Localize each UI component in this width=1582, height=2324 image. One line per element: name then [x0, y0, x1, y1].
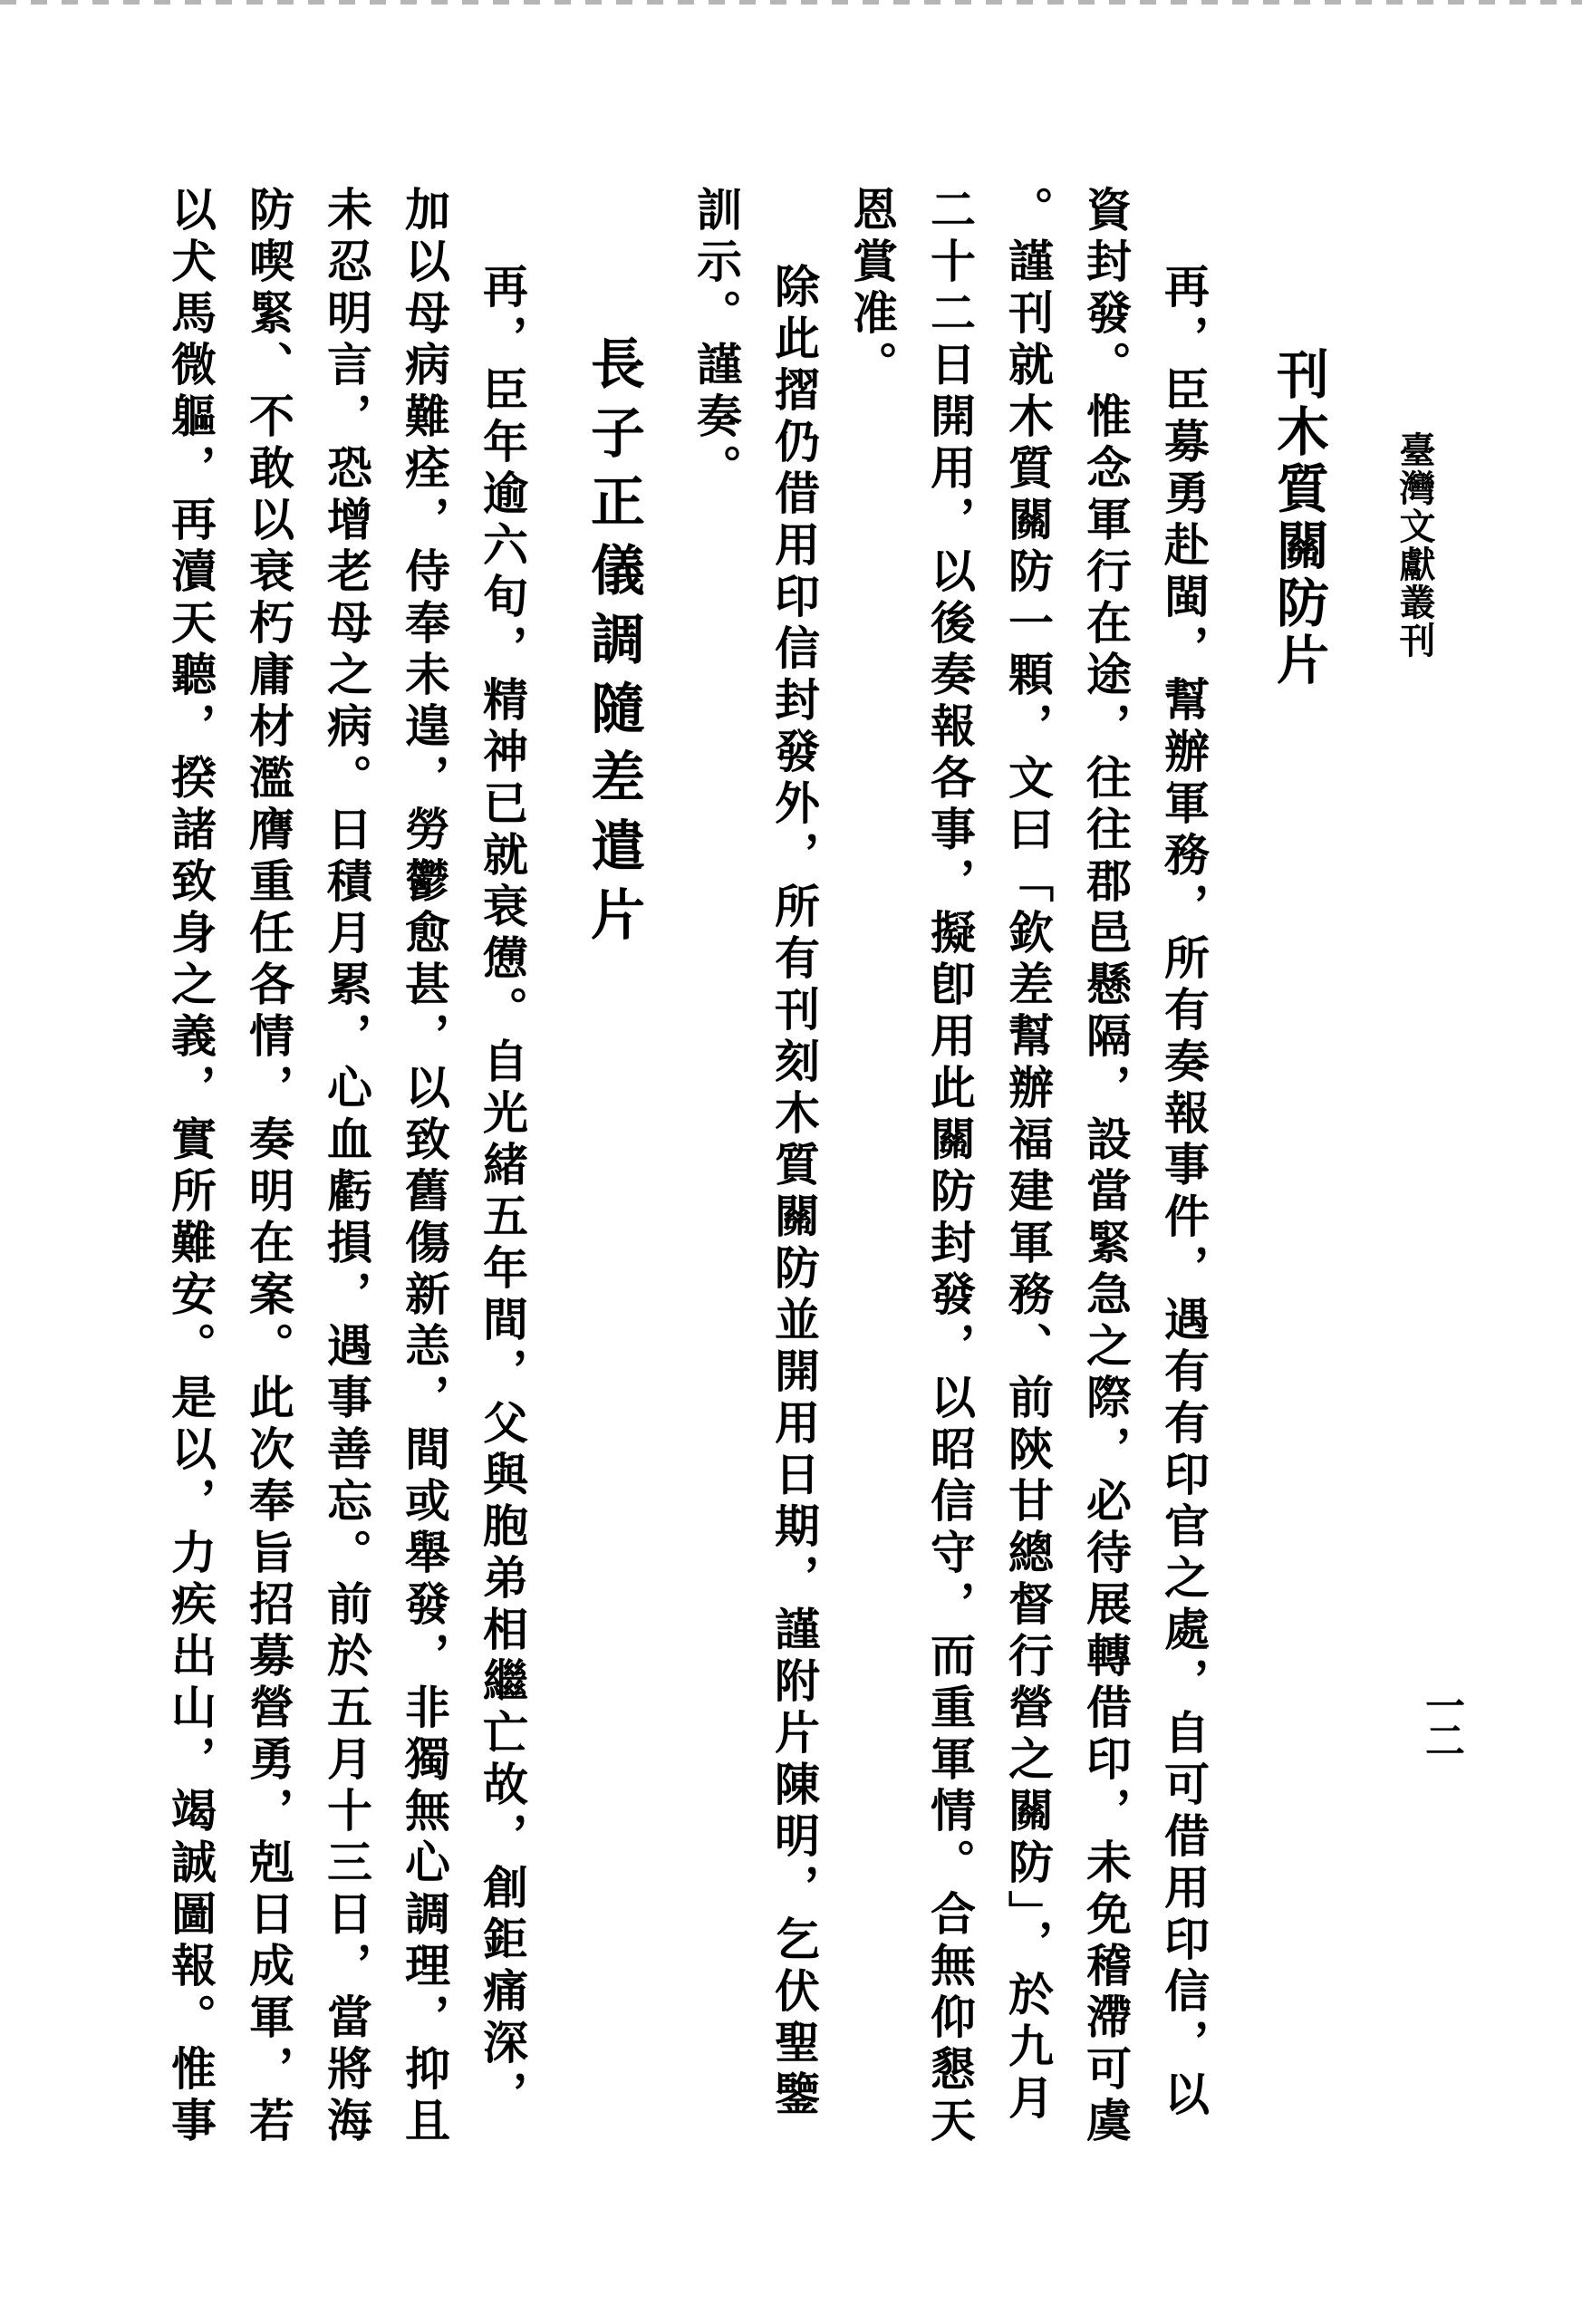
text-column-6: 除此摺仍借用印信封發外，所有刊刻木質關防並開用日期，謹附片陳明，乞伏聖鑒 — [768, 263, 819, 2122]
text-column-7: 訓示。謹奏。 — [690, 186, 741, 496]
text-column-3: 。謹刊就木質關防一顆，文曰「欽差幫辦福建軍務、前陝甘總督行營之關防」，於九月 — [1002, 186, 1053, 2126]
text-column-8: 再，臣年逾六旬，精神已就衰憊。自光緒五年間，父與胞弟相繼亡故，創鉅痛深， — [477, 263, 527, 2122]
text-column-12: 以犬馬微軀，再瀆天聽，揆諸致身之義，實所難安。是以，力疾出山，竭誠圖報。惟事 — [165, 186, 216, 2148]
section-title-memorial-1: 刊木質關防片 — [1268, 347, 1327, 689]
text-column-1: 再，臣募勇赴閩，幫辦軍務，所有奏報事件，遇有有印官之處，自可借用印信，以 — [1158, 263, 1209, 2122]
text-column-4: 二十二日開用，以後奏報各事，擬卽用此關防封發，以昭信守，而重軍情。合無仰懇天 — [924, 186, 975, 2148]
text-column-9: 加以母病難痊，侍奉未遑，勞鬱愈甚，以致舊傷新恙，間或舉發，非獨無心調理，抑且 — [399, 186, 449, 2148]
text-column-5: 恩賞准。 — [846, 186, 897, 392]
section-title-memorial-2: 長子正儀調隨差遣片 — [584, 335, 643, 955]
scan-artifact-top-edge — [0, 0, 1582, 5]
text-column-11: 防喫緊、不敢以衰朽庸材濫膺重任各情，奏明在案。此次奉旨招募營勇，剋日成軍，若 — [243, 186, 294, 2148]
text-block — [151, 186, 1336, 2156]
series-header: 臺灣文獻叢刊 — [1394, 431, 1435, 660]
text-column-2: 資封發。惟念軍行在途，往往郡邑懸隔，設當緊急之際，必待展轉借印，未免稽滯可虞 — [1080, 186, 1131, 2148]
page-number: 一二 — [1419, 1685, 1463, 1754]
text-column-10: 未忍明言，恐增老母之病。日積月累，心血虧損，遇事善忘。前於五月十三日，當將海 — [321, 186, 371, 2148]
